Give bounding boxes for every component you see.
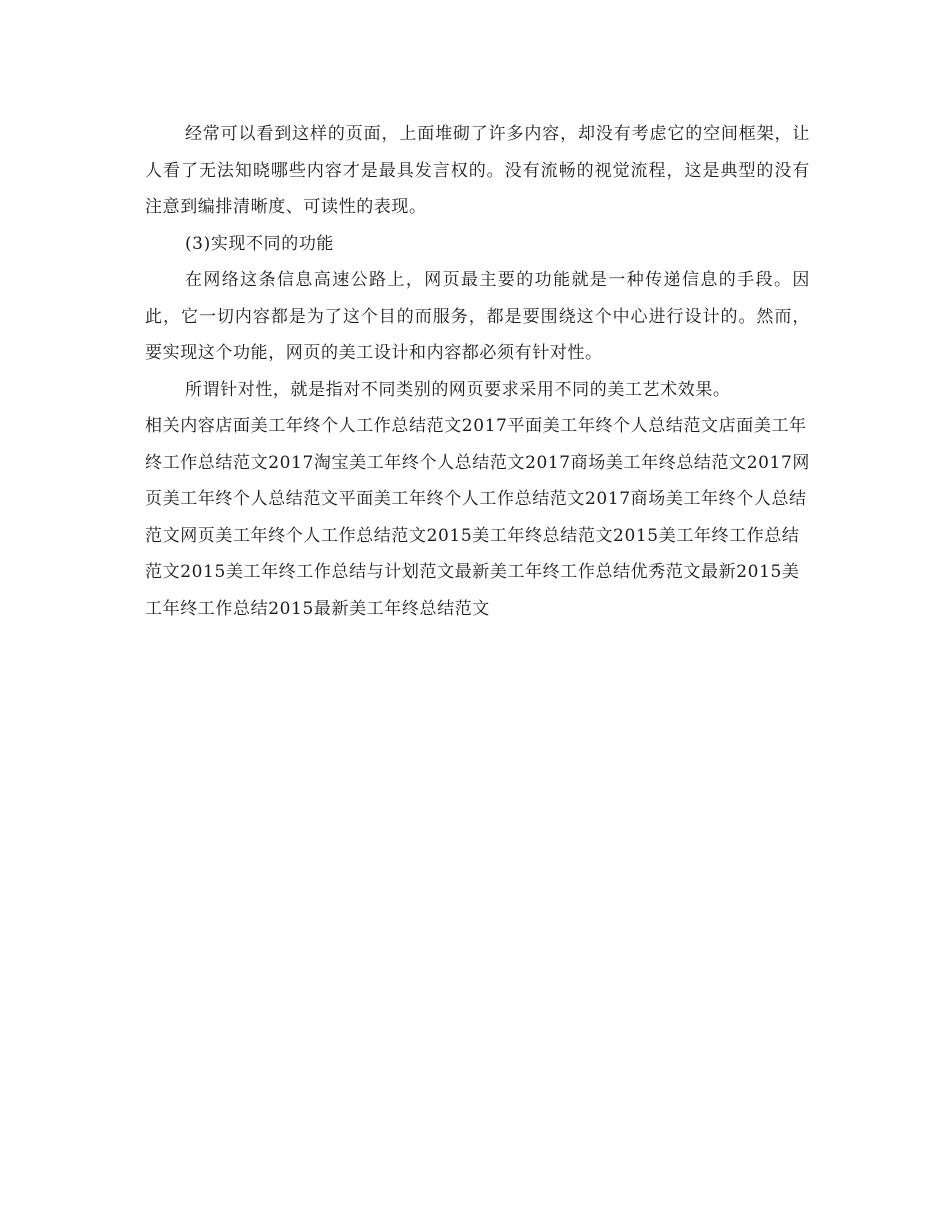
- related-content-list: 相关内容店面美工年终个人工作总结范文2017平面美工年终个人总结范文店面美工年终工作总结范文2017淘宝美工年终个人总结范文2017商场美工年终总结范文2017网页美工年终个人总结范文平面美工年终个人工作总结范文2017商场美工年终个人总结范文网页美工年终个人工作总结范文2015美工年终总结范文2015美工年终工作总结范文2015美工年终工作总结与计划范文最新美工年终工作总结优秀范文最新2015美工年终工作总结2015最新美工年终总结范文: [145, 416, 810, 619]
- document-body: [145, 116, 810, 627]
- paragraph-layout-framework: 经常可以看到这样的页面，上面堆砌了许多内容，却没有考虑它的空间框架，让人看了无法知晓哪些内容才是最具发言权的。没有流畅的视觉流程，这是典型的没有注意到编排清晰度、可读性的表现。: [145, 124, 810, 217]
- section-heading-different-functions: (3)实现不同的功能: [184, 233, 335, 254]
- paragraph-information-highway: 在网络这条信息高速公路上，网页最主要的功能就是一种传递信息的手段。因此，它一切内容都是为了这个目的而服务，都是要围绕这个中心进行设计的。然而，要实现这个功能，网页的美工设计和内容都必须有针对性。: [145, 270, 810, 363]
- paragraph-targeting: 所谓针对性，就是指对不同类别的网页要求采用不同的美工艺术效果。: [184, 379, 731, 400]
